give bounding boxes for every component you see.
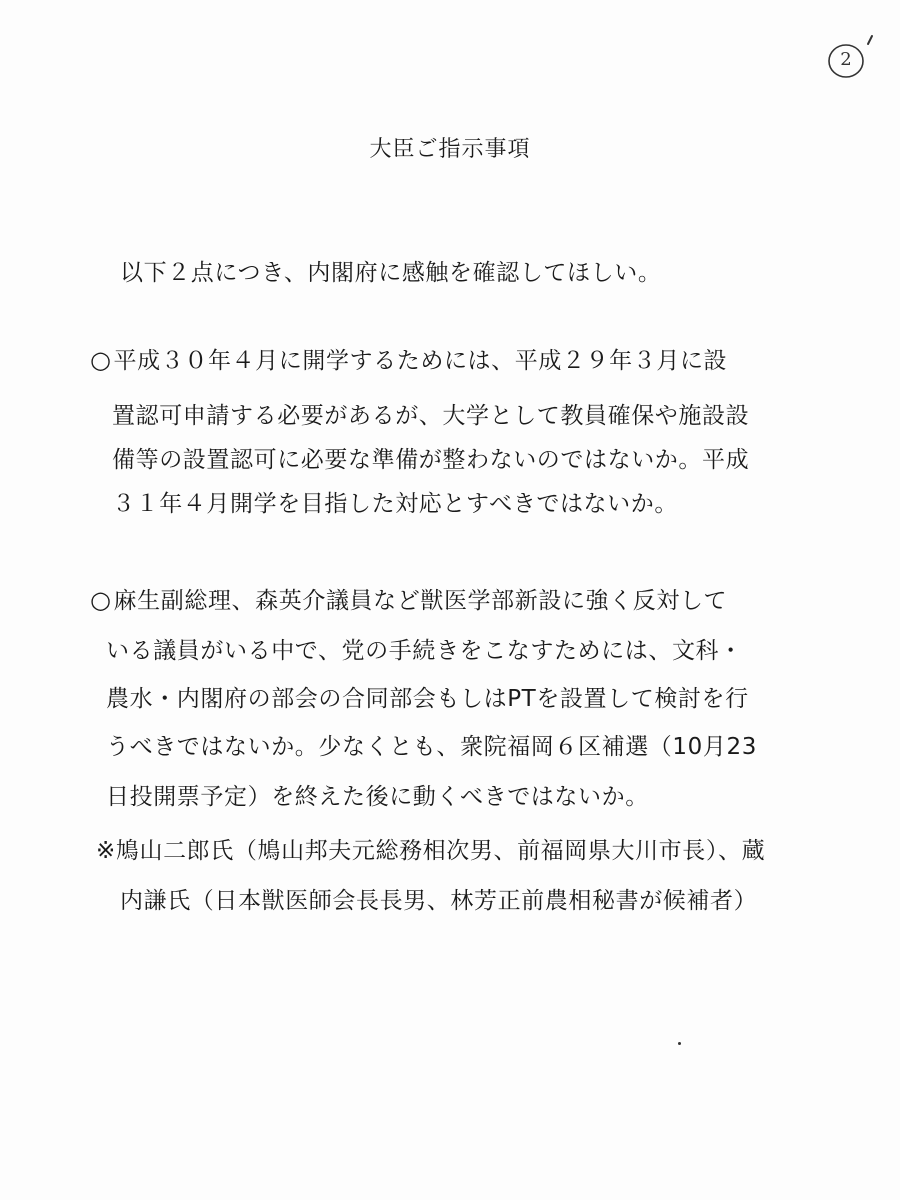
- item2-line-1: [90, 582, 727, 615]
- page-number-mark: [826, 40, 874, 88]
- item2-text-1: 麻生副総理、森英介議員など獣医学部新設に強く反対して: [113, 588, 728, 614]
- page-title: 大臣ご指示事項: [369, 137, 531, 162]
- item2-line-5: 日投開票予定）を終えた後に動くべきではないか。: [106, 784, 649, 810]
- item1-line-2: 置認可申請する必要があるが、大学として教員確保や施設設: [112, 403, 750, 429]
- item2-line-3: 農水・内閣府の部会の合同部会もしはPTを設置して検討を行: [106, 686, 749, 712]
- note-line-1: ※鳩山二郎氏（鳩山邦夫元総務相次男、前福岡県大川市長）、蔵: [96, 838, 766, 864]
- item2-line-4: うべきではないか。少なくとも、衆院福岡６区補選（10月23: [106, 734, 757, 760]
- item1-line-4: ３１年４月開学を目指した対応とすべきではないか。: [112, 491, 678, 517]
- scan-speck: [678, 1042, 681, 1045]
- page-number: 2: [840, 49, 852, 70]
- item1-line-1: [90, 342, 727, 375]
- item1-line-3: 備等の設置認可に必要な準備が整わないのではないか。平成: [112, 447, 750, 473]
- item2-line-2: いる議員がいる中で、党の手続きをこなすためには、文科・: [106, 638, 743, 664]
- item1-text-1: 平成３０年４月に開学するためには、平成２９年３月に設: [113, 348, 728, 374]
- bullet-circle-icon: ○: [90, 586, 112, 614]
- intro-text: 以下２点につき、内閣府に感触を確認してほしい。: [120, 260, 662, 286]
- note-line-2: 内謙氏（日本獣医師会長長男、林芳正前農相秘書が候補者）: [120, 888, 758, 914]
- bullet-circle-icon: ○: [90, 346, 112, 374]
